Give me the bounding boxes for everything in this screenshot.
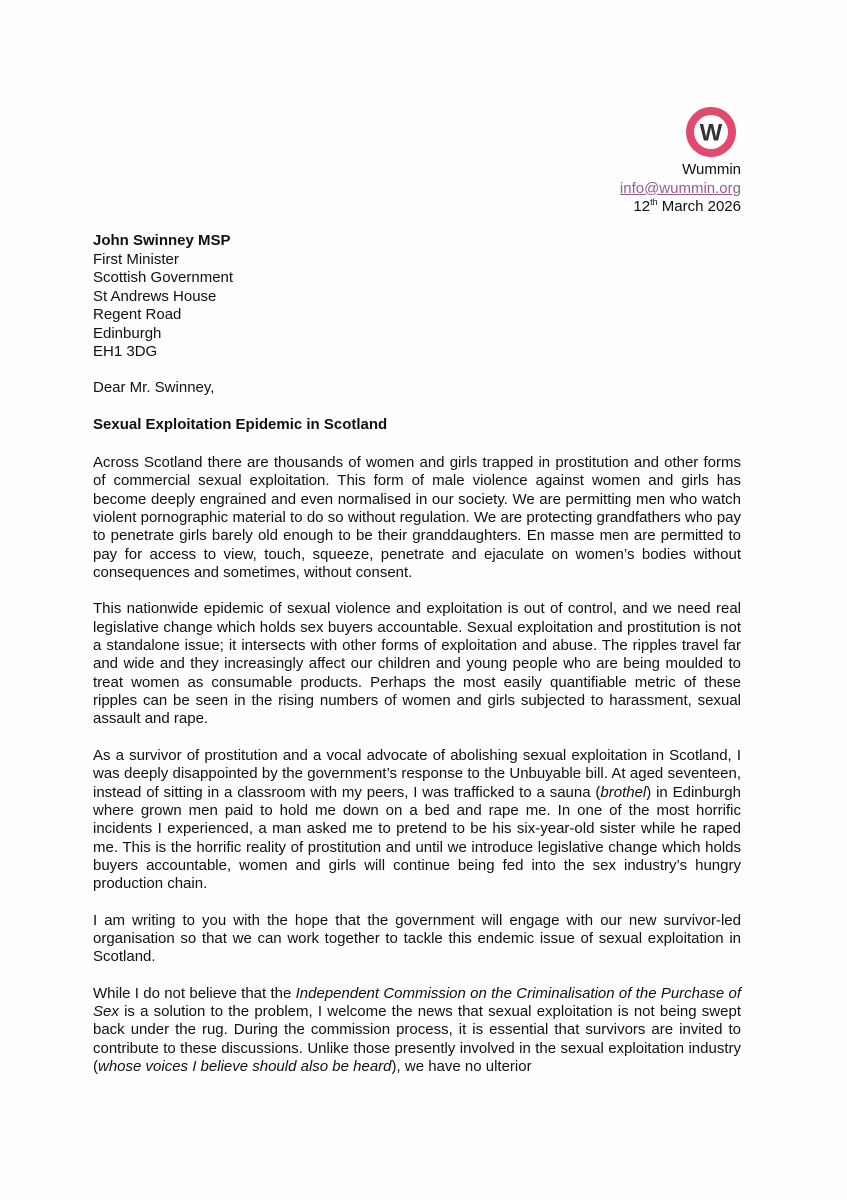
salutation: Dear Mr. Swinney, [93,379,215,396]
wummin-logo-icon [684,105,738,159]
paragraph-emphasis: Independent Commission on the Criminalisation of the Purchase of Sex [93,984,741,1020]
recipient-line: EH1 3DG [93,343,158,360]
sender-block [620,161,741,217]
letter-date [620,198,741,217]
paragraph-text: ), we have no ulterior [391,1057,532,1075]
recipient-name: John Swinney MSP [93,232,231,249]
paragraph: I am writing to you with the hope that the government will engage with our new survivor-led organisation so that we can work together to tackle this endemic issue of sexual exploitation in Scotland. [93,911,741,966]
logo-letter: W [699,119,723,147]
paragraph-emphasis: whose voices I believe should also be heard [98,1057,392,1075]
recipient-address [93,232,233,362]
sender-name: Wummin [682,161,741,178]
paragraph-text: While I do not believe that the [93,984,296,1002]
sender-email-link[interactable]: info@wummin.org [619,179,741,197]
paragraph: This nationwide epidemic of sexual violence and exploitation is out of control, and we need real legislative change which holds sex buyers accountable. Sexual exploitation and prostitution is not a standalone issue; it intersects with other forms of exploitation and abuse. The ripples travel far and wide and they increasingly affect our children and young people who are being moulded to treat women as consumable products. Perhaps the most easily quantifiable metric of these ripples can be seen in the rising numbers of women and girls subjected to harassment, sexual assault and rape. [93,600,741,728]
paragraph-text: As a survivor of prostitution and a vocal advocate of abolishing sexual exploitation in Scotland, I was deeply disappointed by the government’s response to the Unbuyable bill. At aged seventeen, instead of sitting in a classroom with my peers, I was trafficked to a sauna ( [93,746,741,801]
recipient-line: Regent Road [93,306,182,323]
date-rest: March 2026 [657,198,741,215]
paragraph-text: ) in Edinburgh where grown men paid to hold me down on a bed and rape me. In one of the most horrific incidents I experienced, a man asked me to pretend to be his six-year-old sister while he raped me. This is the horrific reality of prostitution and until we introduce legislative change which holds buyers accountable, women and girls will continue being fed into the sex industry’s hungry production chain. [93,783,741,893]
recipient-line: St Andrews House [93,287,217,305]
paragraph-text: is a solution to the problem, I welcome the news that sexual exploitation is not being swept back under the rug. During the commission process, it is essential that survivors are invited to contribute to these discussions. Unlike those presently involved in the sexual exploitation industry ( [93,1002,741,1075]
paragraph [93,985,741,1077]
date-day: 12 [633,198,651,215]
recipient-line: Edinburgh [93,324,162,342]
letter-body [93,454,741,1076]
paragraph [93,747,741,894]
paragraph-emphasis: brothel [600,783,647,801]
paragraph: Across Scotland there are thousands of women and girls trapped in prostitution and other forms of commercial sexual exploitation. This form of male violence against women and girls has become deeply engrained and even normalised in our society. We are permitting men who watch violent pornographic material to do so without regulation. We are protecting grandfathers who pay to penetrate girls barely old enough to be their granddaughters. En masse men are permitted to pay for access to view, touch, squeeze, penetrate and ejaculate on women’s bodies without consequences and sometimes, without consent. [93,454,741,582]
recipient-line: First Minister [93,250,179,268]
subject-line: Sexual Exploitation Epidemic in Scotland [93,416,388,433]
date-suffix: th [650,197,658,207]
recipient-line: Scottish Government [93,269,234,286]
